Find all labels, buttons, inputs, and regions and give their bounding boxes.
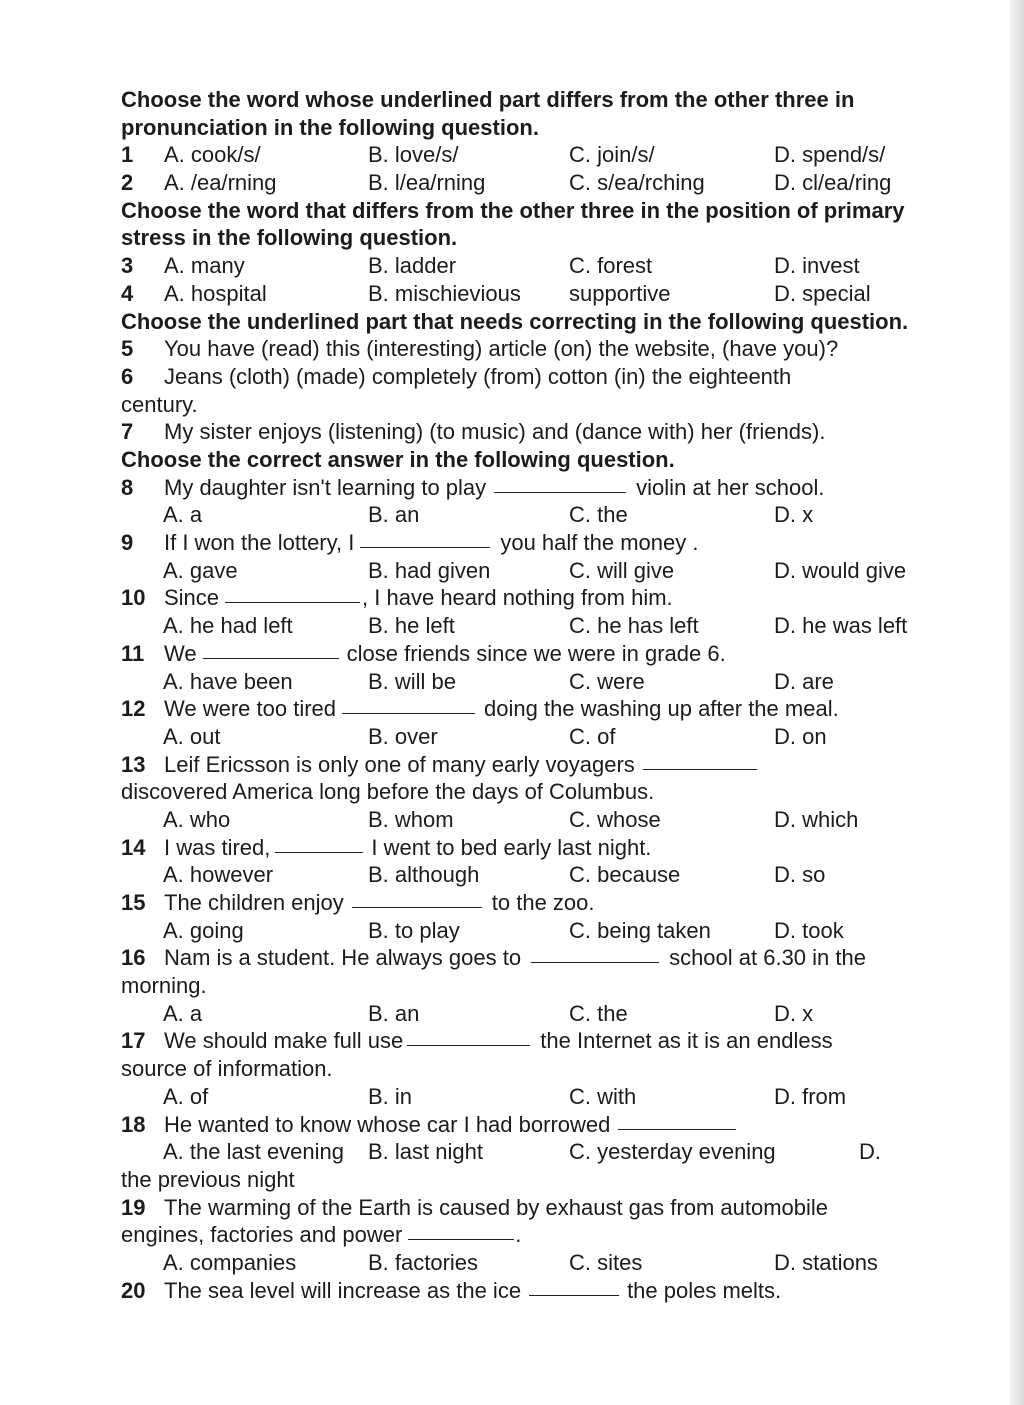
- option-d: D. x: [774, 1000, 814, 1026]
- option-c: C. join/s/: [569, 142, 655, 168]
- answer-blank: [275, 834, 363, 853]
- question-11: [121, 640, 931, 668]
- option-d: D. so: [774, 862, 826, 888]
- option-a: A. hospital: [164, 280, 267, 306]
- question-text-before: I was tired,: [164, 834, 271, 860]
- option-d: D. special: [774, 280, 871, 306]
- question-number: 15: [121, 890, 146, 916]
- question-number: 9: [121, 530, 134, 556]
- section-instruction-correction: Choose the underlined part that needs correcting in the following question.: [121, 308, 909, 334]
- option-c: C. will give: [569, 557, 675, 583]
- question-6-continuation: century.: [121, 391, 198, 417]
- question-20: [121, 1277, 931, 1305]
- question-13: [121, 751, 931, 779]
- question-text-before: He wanted to know whose car I had borrowed: [164, 1111, 611, 1137]
- option-d: D. stations: [774, 1249, 878, 1275]
- option-d: D. would give: [774, 557, 907, 583]
- question-12: [121, 695, 931, 723]
- question-text: The warming of the Earth is caused by exhaust gas from automobile: [164, 1194, 829, 1220]
- question-8-options: [121, 501, 931, 529]
- question-text: Jeans (cloth) (made) completely (from) cotton (in) the eighteenth: [164, 363, 792, 389]
- option-c: C. were: [569, 668, 645, 694]
- question-number: 16: [121, 945, 146, 971]
- option-c: C. because: [569, 862, 681, 888]
- question-number: 7: [121, 419, 134, 445]
- question-text-before: My daughter isn't learning to play: [164, 474, 487, 500]
- question-text-before: engines, factories and power: [121, 1222, 403, 1248]
- question-8: [121, 474, 931, 502]
- question-number: 20: [121, 1277, 146, 1303]
- option-a: A. of: [163, 1083, 209, 1109]
- option-d: D. from: [774, 1083, 847, 1109]
- question-5: [121, 335, 931, 363]
- option-d: D. on: [774, 723, 827, 749]
- option-b: B. ladder: [368, 253, 457, 279]
- question-number: 11: [121, 640, 145, 666]
- option-d: D.: [859, 1139, 881, 1165]
- question-18-option-d-continuation: the previous night: [121, 1166, 295, 1192]
- option-c: C. s/ea/rching: [569, 170, 705, 196]
- option-a: A. have been: [163, 668, 293, 694]
- question-11-options: [121, 668, 931, 696]
- option-d: D. took: [774, 917, 844, 943]
- question-16: [121, 944, 931, 972]
- option-b: B. although: [368, 862, 480, 888]
- answer-blank: [643, 751, 757, 770]
- option-c: supportive: [569, 280, 671, 306]
- question-14: [121, 834, 931, 862]
- option-a: A. a: [163, 1000, 203, 1026]
- question-17-options: [121, 1083, 931, 1111]
- question-18-options: [121, 1138, 931, 1166]
- option-b: B. in: [368, 1083, 413, 1109]
- option-b: B. over: [368, 723, 438, 749]
- option-b: B. an: [368, 1000, 420, 1026]
- answer-blank: [225, 584, 360, 603]
- question-text-after: school at 6.30 in the: [669, 945, 866, 971]
- option-d: D. cl/ea/ring: [774, 170, 892, 196]
- question-18: [121, 1111, 931, 1139]
- option-b: B. had given: [368, 557, 491, 583]
- option-b: B. mischievious: [368, 280, 521, 306]
- question-16-options: [121, 1000, 931, 1028]
- answer-blank: [342, 695, 475, 714]
- question-text-after: , I have heard nothing from him.: [362, 585, 673, 611]
- question-1: [121, 141, 931, 169]
- option-b: B. whom: [368, 806, 454, 832]
- option-c: C. forest: [569, 253, 653, 279]
- question-text-before: Since: [164, 585, 220, 611]
- option-d: D. which: [774, 806, 859, 832]
- question-text: You have (read) this (interesting) article (on) the website, (have you)?: [164, 336, 839, 362]
- question-number: 12: [121, 696, 146, 722]
- option-b: B. last night: [368, 1139, 483, 1165]
- answer-blank: [203, 640, 339, 659]
- question-text-after: close friends since we were in grade 6.: [346, 640, 726, 666]
- option-b: B. love/s/: [368, 142, 459, 168]
- question-text-before: We were too tired: [164, 696, 337, 722]
- answer-blank: [407, 1027, 530, 1046]
- question-text-after: to the zoo.: [491, 890, 595, 916]
- answer-blank: [360, 529, 490, 548]
- question-number: 4: [121, 280, 134, 306]
- question-text-after: the poles melts.: [627, 1277, 782, 1303]
- answer-blank: [408, 1221, 514, 1240]
- question-number: 2: [121, 170, 134, 196]
- question-text: My sister enjoys (listening) (to music) and (dance with) her (friends).: [164, 419, 826, 445]
- option-a: A. he had left: [163, 613, 293, 639]
- question-number: 3: [121, 253, 134, 279]
- question-13-continuation: discovered America long before the days of Columbus.: [121, 779, 655, 805]
- answer-blank: [531, 944, 659, 963]
- option-a: A. going: [163, 917, 244, 943]
- option-c: C. whose: [569, 806, 661, 832]
- option-c: C. the: [569, 1000, 628, 1026]
- option-a: A. however: [163, 862, 274, 888]
- option-a: A. /ea/rning: [164, 170, 277, 196]
- question-text-before: If I won the lottery, I: [164, 530, 355, 556]
- question-number: 1: [121, 142, 134, 168]
- option-b: B. factories: [368, 1249, 479, 1275]
- option-d: D. are: [774, 668, 834, 694]
- option-a: A. out: [163, 723, 221, 749]
- option-b: B. l/ea/rning: [368, 170, 486, 196]
- question-15-options: [121, 917, 931, 945]
- option-a: A. many: [164, 253, 245, 279]
- question-number: 18: [121, 1111, 146, 1137]
- page-edge-shadow: [1010, 0, 1024, 1405]
- option-c: C. sites: [569, 1249, 643, 1275]
- option-a: A. a: [163, 502, 203, 528]
- option-b: B. will be: [368, 668, 457, 694]
- question-19: [121, 1194, 931, 1222]
- option-c: C. the: [569, 502, 628, 528]
- question-19-continuation: [121, 1221, 931, 1249]
- option-b: B. he left: [368, 613, 455, 639]
- option-a: A. cook/s/: [164, 142, 261, 168]
- question-text-before: The children enjoy: [164, 890, 344, 916]
- option-a: A. who: [163, 806, 231, 832]
- question-text-before: We: [164, 640, 197, 666]
- option-a: A. companies: [163, 1249, 297, 1275]
- question-15: [121, 889, 931, 917]
- option-b: B. to play: [368, 917, 460, 943]
- question-text-after: the Internet as it is an endless: [540, 1028, 833, 1054]
- question-text-before: Leif Ericsson is only one of many early voyagers: [164, 751, 635, 777]
- question-text-before: We should make full use: [164, 1028, 404, 1054]
- question-number: 10: [121, 585, 146, 611]
- question-text-after: I went to bed early last night.: [371, 834, 652, 860]
- section-instruction-stress: Choose the word that differs from the other three in the position of primary stress in the following question.: [121, 197, 905, 251]
- question-16-continuation: morning.: [121, 973, 207, 999]
- question-6: [121, 363, 931, 391]
- answer-blank: [352, 889, 482, 908]
- answer-blank: [618, 1111, 736, 1130]
- question-19-options: [121, 1249, 931, 1277]
- question-7: [121, 418, 931, 446]
- question-10: [121, 584, 931, 612]
- question-number: 8: [121, 474, 134, 500]
- question-text-before: The sea level will increase as the ice: [164, 1277, 522, 1303]
- question-number: 14: [121, 834, 146, 860]
- question-13-options: [121, 806, 931, 834]
- question-number: 17: [121, 1028, 146, 1054]
- option-d: D. spend/s/: [774, 142, 886, 168]
- section-instruction-correct-answer: Choose the correct answer in the following question.: [121, 447, 675, 473]
- section-instruction-pronunciation: Choose the word whose underlined part differs from the other three in pronunciation in the following question.: [121, 87, 855, 140]
- question-number: 13: [121, 751, 146, 777]
- question-number: 6: [121, 363, 134, 389]
- option-d: D. x: [774, 502, 814, 528]
- question-12-options: [121, 723, 931, 751]
- question-4: [121, 280, 931, 308]
- answer-blank: [529, 1277, 619, 1296]
- option-d: D. invest: [774, 253, 860, 279]
- option-a: A. gave: [163, 557, 238, 583]
- option-c: C. yesterday evening: [569, 1139, 776, 1165]
- question-17: [121, 1027, 931, 1055]
- question-text-after: violin at her school.: [636, 474, 825, 500]
- question-number: 5: [121, 336, 134, 362]
- question-2: [121, 169, 931, 197]
- question-14-options: [121, 861, 931, 889]
- answer-blank: [494, 474, 626, 493]
- option-c: C. of: [569, 723, 616, 749]
- question-9-options: [121, 557, 931, 585]
- option-c: C. with: [569, 1083, 637, 1109]
- question-10-options: [121, 612, 931, 640]
- question-9: [121, 529, 931, 557]
- option-a: A. the last evening: [163, 1139, 345, 1165]
- worksheet: [121, 86, 931, 1304]
- question-3: [121, 252, 931, 280]
- question-text-before: Nam is a student. He always goes to: [164, 945, 522, 971]
- question-text-after: .: [515, 1222, 522, 1248]
- option-c: C. being taken: [569, 917, 711, 943]
- question-number: 19: [121, 1194, 146, 1220]
- question-text-after: doing the washing up after the meal.: [484, 696, 839, 722]
- option-c: C. he has left: [569, 613, 699, 639]
- option-b: B. an: [368, 502, 420, 528]
- question-17-continuation: source of information.: [121, 1056, 333, 1082]
- option-d: D. he was left: [774, 613, 908, 639]
- question-text-after: you half the money .: [500, 530, 699, 556]
